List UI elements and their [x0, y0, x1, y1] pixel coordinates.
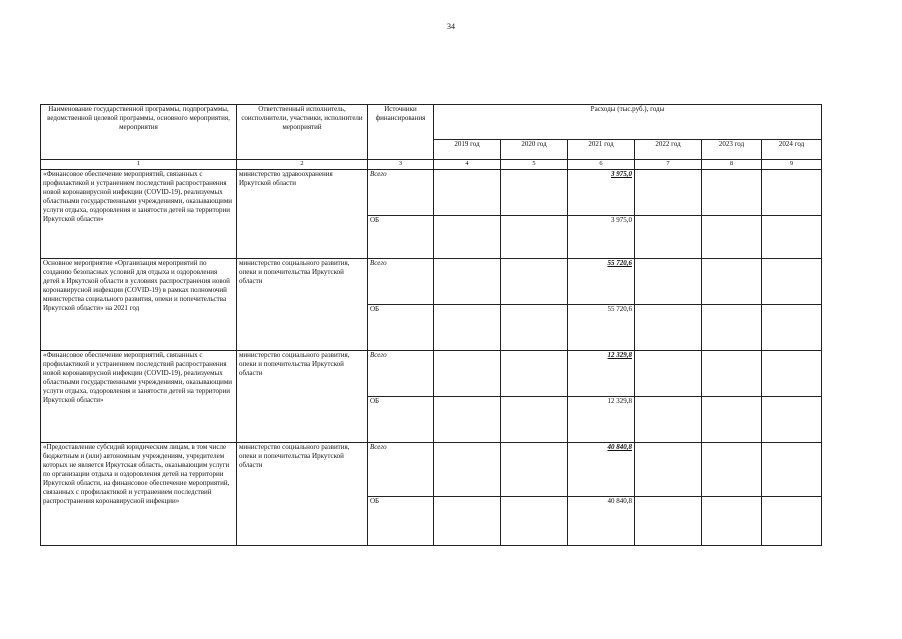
cell-2023 [702, 443, 762, 497]
column-number: 1 [41, 160, 237, 170]
cell-2023 [702, 170, 762, 216]
expenses-table [40, 104, 822, 546]
cell-2023 [702, 305, 762, 351]
cell-2024 [762, 305, 822, 351]
cell-2024 [762, 351, 822, 397]
table-row [41, 351, 822, 397]
cell-2019 [434, 259, 501, 305]
cell-2024 [762, 443, 822, 497]
column-number: 9 [762, 160, 822, 170]
activity-name: «Финансовое обеспечение мероприятий, связанных с профилактикой и устранением последствий распространения новой коронавирусной инфекции (COVID-19), реализуемых областными государственными учреждениями, оказывающими услуги отдыха, оздоровления и занятости детей на территории Иркутской области» [41, 170, 237, 259]
source-label: ОБ [368, 497, 434, 546]
table-row [41, 443, 822, 497]
cell-2019 [434, 170, 501, 216]
header-year: 2019 год [434, 140, 501, 160]
total-2021: 12 329,8 [568, 351, 635, 397]
column-number: 7 [635, 160, 702, 170]
cell-2022 [635, 305, 702, 351]
cell-2019 [434, 305, 501, 351]
executor-name: министерство социального развития, опеки и попечительства Иркутской области [237, 443, 368, 546]
cell-2022 [635, 259, 702, 305]
cell-2020 [501, 216, 568, 259]
header-executor: Ответственный исполнитель, соисполнители, участники, исполнители мероприятий [237, 105, 368, 160]
cell-2022 [635, 443, 702, 497]
header-year: 2023 год [702, 140, 762, 160]
cell-2019 [434, 497, 501, 546]
column-number: 2 [237, 160, 368, 170]
page-number: 34 [447, 22, 455, 31]
header-expenses: Расходы (тыс.руб.), годы [434, 105, 822, 140]
column-number: 8 [702, 160, 762, 170]
cell-2023 [702, 216, 762, 259]
cell-2024 [762, 397, 822, 443]
header-year: 2024 год [762, 140, 822, 160]
source-label: ОБ [368, 397, 434, 443]
source-2021: 12 329,8 [568, 397, 635, 443]
column-number: 3 [368, 160, 434, 170]
activity-name: «Предоставление субсидий юридическим лицам, в том числе бюджетным и (или) автономным учреждениям, учредителем которых не является Иркутская область, оказывающим услуги по организации отдыха и оздоровления детей на территории Иркутской области, на финансовое обеспечение мероприятий, связанных с профилактикой и устранением последствий распространения коронавирусной инфекции» [41, 443, 237, 546]
cell-2023 [702, 497, 762, 546]
cell-2020 [501, 259, 568, 305]
column-number: 6 [568, 160, 635, 170]
cell-2022 [635, 397, 702, 443]
executor-name: министерство здравоохранения Иркутской области [237, 170, 368, 259]
cell-2020 [501, 351, 568, 397]
activity-name: «Финансовое обеспечение мероприятий, связанных с профилактикой и устранением последствий распространения новой коронавирусной инфекции (COVID-19), реализуемых областными государственными учреждениями, оказывающими услуги отдыха, оздоровления и занятости детей на территории Иркутской области» [41, 351, 237, 443]
cell-2020 [501, 443, 568, 497]
source-2021: 40 840,8 [568, 497, 635, 546]
cell-2019 [434, 397, 501, 443]
column-numbers-row [41, 160, 822, 170]
table-row [41, 170, 822, 216]
cell-2023 [702, 259, 762, 305]
cell-2019 [434, 443, 501, 497]
cell-2019 [434, 216, 501, 259]
header-year: 2022 год [635, 140, 702, 160]
source-total-label: Всего [368, 170, 434, 216]
source-label: ОБ [368, 216, 434, 259]
cell-2024 [762, 216, 822, 259]
total-2021: 55 720,6 [568, 259, 635, 305]
table-row [41, 259, 822, 305]
cell-2022 [635, 170, 702, 216]
column-number: 5 [501, 160, 568, 170]
cell-2022 [635, 497, 702, 546]
cell-2022 [635, 351, 702, 397]
cell-2024 [762, 170, 822, 216]
source-2021: 55 720,6 [568, 305, 635, 351]
cell-2023 [702, 397, 762, 443]
cell-2023 [702, 351, 762, 397]
cell-2020 [501, 305, 568, 351]
total-2021: 40 840,8 [568, 443, 635, 497]
header-source: Источники финансирования [368, 105, 434, 160]
cell-2024 [762, 497, 822, 546]
total-2021: 3 975,0 [568, 170, 635, 216]
column-number: 4 [434, 160, 501, 170]
source-total-label: Всего [368, 259, 434, 305]
executor-name: министерство социального развития, опеки и попечительства Иркутской области [237, 259, 368, 351]
cell-2022 [635, 216, 702, 259]
cell-2019 [434, 351, 501, 397]
header-year: 2020 год [501, 140, 568, 160]
cell-2024 [762, 259, 822, 305]
source-label: ОБ [368, 305, 434, 351]
activity-name: Основное мероприятие «Организация мероприятий по созданию безопасных условий для отдыха и оздоровления детей в Иркутской области в условиях распространения новой коронавирусной инфекции (COVID-19) в рамках полномочий министерства социального развития, опеки и попечительства Иркутской области» на 2021 год [41, 259, 237, 351]
header-name: Наименование государственной программы, подпрограммы, ведомственной целевой программы, основного мероприятия, мероприятия [41, 105, 237, 160]
cell-2020 [501, 170, 568, 216]
executor-name: министерство социального развития, опеки и попечительства Иркутской области [237, 351, 368, 443]
source-total-label: Всего [368, 351, 434, 397]
cell-2020 [501, 497, 568, 546]
cell-2020 [501, 397, 568, 443]
source-total-label: Всего [368, 443, 434, 497]
header-year: 2021 год [568, 140, 635, 160]
source-2021: 3 975,0 [568, 216, 635, 259]
